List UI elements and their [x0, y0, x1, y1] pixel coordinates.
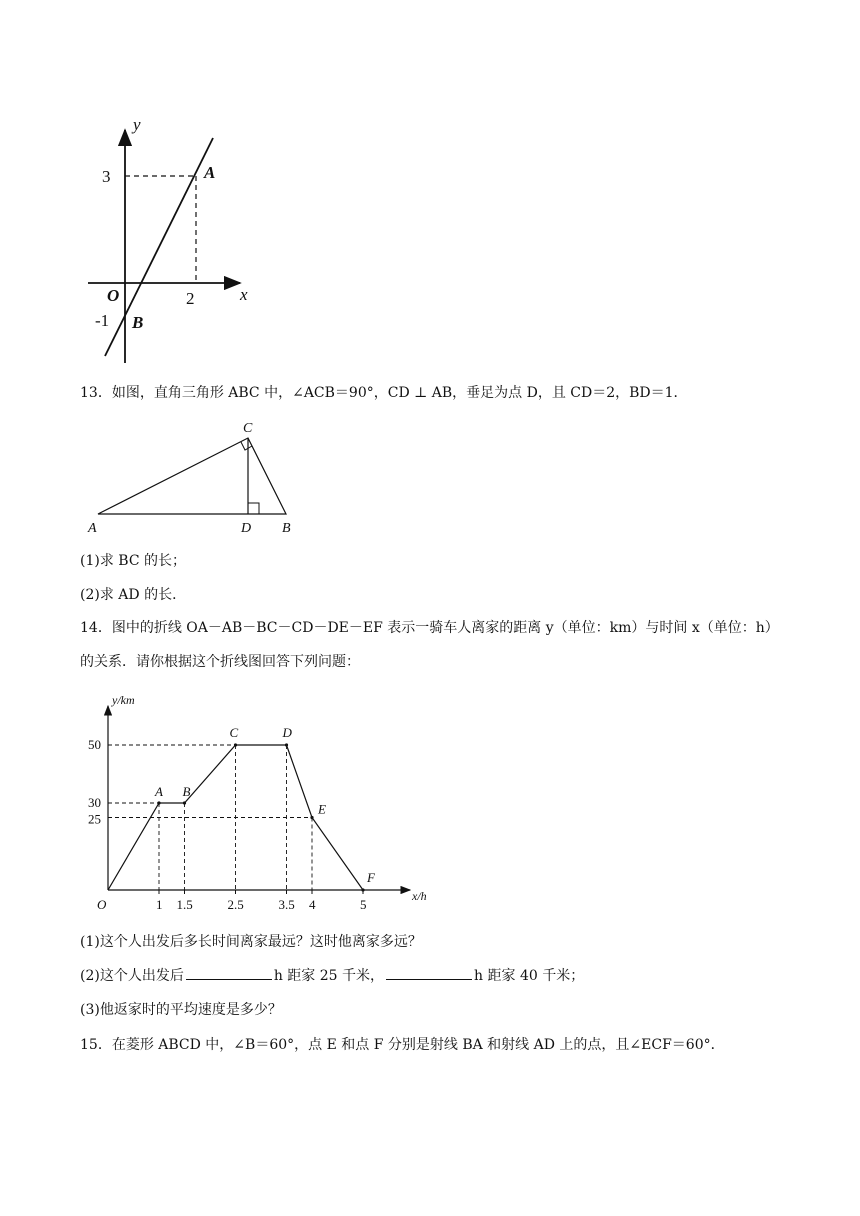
q14-blank-2[interactable]: [386, 967, 472, 980]
y-tick-neg1: -1: [95, 311, 110, 330]
chart-point-B: [183, 801, 186, 804]
q14-stem-line1: 14．图中的折线 OA－AB－BC－CD－DE－EF 表示一骑车人离家的距离 y（单位：km）与时间 x（单位：h）: [80, 620, 779, 636]
chart-point-A: [157, 801, 160, 804]
point-a-label: A: [204, 163, 216, 182]
y-tick-50: 50: [88, 737, 101, 752]
x-tick-2.5: 2.5: [227, 897, 244, 912]
chart-point-label-C: C: [229, 725, 239, 740]
x-tick-2: 2: [186, 289, 195, 308]
y-tick-3: 3: [102, 167, 111, 186]
q15-stem: 15．在菱形 ABCD 中，∠B＝60°，点 E 和点 F 分别是射线 BA 和射线 AD 上的点，且∠ECF＝60°．: [80, 1037, 725, 1053]
label-b: B: [282, 521, 291, 536]
q14-part2-mid: h 距家 25 千米，: [273, 968, 385, 984]
chart-point-label-F: F: [367, 870, 375, 885]
q14-part2-prefix: (2)这个人出发后: [80, 968, 184, 984]
x-tick-5: 5: [360, 897, 367, 912]
coordinate-figure: [80, 108, 270, 368]
chart-point-label-B: B: [182, 784, 191, 799]
line-ab: [105, 138, 216, 356]
distance-time-chart: [80, 688, 440, 913]
x-axis-label: x: [240, 285, 248, 304]
triangle-figure: [80, 415, 310, 540]
chart-point-E: [310, 816, 313, 819]
y-tick-30: 30: [88, 795, 101, 810]
y-axis-label: y: [133, 115, 141, 134]
q14-stem-line2: 的关系．请你根据这个折线图回答下列问题：: [80, 654, 360, 670]
chart-x-label: x/h: [412, 889, 427, 903]
chart-point-D: [285, 743, 288, 746]
x-tick-4: 4: [309, 897, 316, 912]
chart-point-label-D: D: [282, 725, 292, 740]
q13-part2: (2)求 AD 的长．: [80, 587, 187, 603]
q14-blank-1[interactable]: [186, 967, 272, 980]
origin-label: O: [107, 286, 120, 305]
chart-point-label-A: A: [155, 784, 163, 799]
x-tick-1.5: 1.5: [176, 897, 193, 912]
chart-point-C: [234, 743, 237, 746]
q14-part2: [80, 966, 584, 986]
q14-part1: (1)这个人出发后多长时间离家最远？这时他离家多远？: [80, 934, 422, 950]
x-tick-3.5: 3.5: [278, 897, 295, 912]
label-c: C: [243, 421, 253, 436]
chart-origin-label: O: [97, 897, 107, 912]
point-b-label: B: [132, 313, 144, 332]
label-a: A: [88, 521, 97, 536]
label-d: D: [241, 521, 252, 536]
chart-y-label: y/km: [112, 693, 135, 707]
x-tick-1: 1: [156, 897, 163, 912]
q13-stem: 13．如图，直角三角形 ABC 中，∠ACB＝90°，CD ⊥ AB，垂足为点 D，且 CD＝2，BD＝1．: [80, 385, 688, 401]
chart-point-label-E: E: [318, 801, 326, 817]
q14-part2-suffix: h 距家 40 千米；: [474, 968, 585, 984]
right-angle-d: [248, 503, 259, 514]
q13-part1: (1)求 BC 的长；: [80, 553, 186, 569]
y-tick-25: 25: [88, 811, 101, 827]
q14-part3: (3)他返家时的平均速度是多少？: [80, 1002, 282, 1018]
